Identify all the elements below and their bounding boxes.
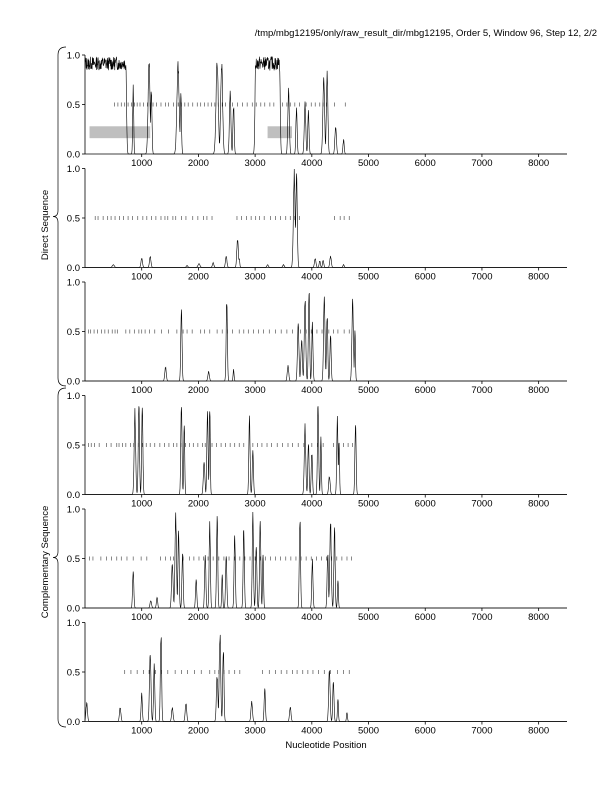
x-tick-label: 2000 <box>187 725 209 737</box>
x-tick-label: 7000 <box>471 158 493 169</box>
x-axis-label: Nucleotide Position <box>285 740 367 751</box>
y-tick-label: 1.0 <box>66 164 80 175</box>
x-tick-label: 7000 <box>471 612 493 623</box>
y-tick-label: 0.5 <box>66 440 80 452</box>
y-tick-label: 0.5 <box>66 213 80 225</box>
x-tick-label: 3000 <box>244 612 266 623</box>
x-tick-label: 2000 <box>187 612 209 623</box>
x-tick-label: 4000 <box>301 725 323 737</box>
signal-line <box>85 293 567 381</box>
y-tick-label: 0.5 <box>66 327 80 338</box>
x-tick-label: 6000 <box>414 158 436 169</box>
y-tick-label: 0.5 <box>66 667 80 679</box>
x-tick-label: 4000 <box>301 498 323 510</box>
signal-line <box>85 512 567 608</box>
x-tick-label: 5000 <box>357 158 380 169</box>
x-tick-label: 4000 <box>301 612 323 623</box>
x-tick-label: 7000 <box>471 385 493 396</box>
x-tick-label: 7000 <box>471 498 493 510</box>
x-tick-label: 4000 <box>301 158 323 169</box>
panel-6 <box>67 618 567 737</box>
x-tick-label: 1000 <box>131 158 153 169</box>
x-tick-label: 2000 <box>187 158 209 169</box>
y-tick-label: 1.0 <box>66 391 80 402</box>
x-tick-label: 6000 <box>414 271 436 283</box>
signal-line <box>85 169 567 268</box>
x-tick-label: 3000 <box>244 385 266 396</box>
x-tick-label: 3000 <box>244 271 266 283</box>
x-tick-label: 1000 <box>131 498 153 510</box>
x-tick-label: 2000 <box>187 385 209 396</box>
x-tick-label: 8000 <box>528 385 550 396</box>
x-tick-label: 8000 <box>528 612 550 623</box>
complementary-bracket <box>53 388 66 727</box>
direct-sequence-label: Direct Sequence <box>40 189 51 261</box>
x-tick-label: 3000 <box>244 498 266 510</box>
y-tick-label: 1.0 <box>66 504 80 516</box>
y-tick-label: 1.0 <box>66 277 80 289</box>
complementary-sequence-label: Complementary Sequence <box>40 505 51 619</box>
x-tick-label: 3000 <box>244 158 266 169</box>
x-tick-label: 5000 <box>357 271 380 283</box>
panel-1 <box>67 51 567 170</box>
x-tick-label: 2000 <box>187 271 209 283</box>
x-tick-label: 2000 <box>187 498 209 510</box>
y-tick-label: 1.0 <box>66 618 80 629</box>
x-tick-label: 8000 <box>528 725 550 737</box>
x-tick-label: 8000 <box>528 158 550 169</box>
x-tick-label: 7000 <box>471 271 493 283</box>
signal-line <box>85 57 567 154</box>
x-tick-label: 1000 <box>131 385 153 396</box>
x-tick-label: 8000 <box>528 271 550 283</box>
x-tick-label: 7000 <box>471 725 493 737</box>
direct-bracket <box>53 47 66 386</box>
x-tick-label: 5000 <box>357 725 380 737</box>
panel-4 <box>67 391 567 510</box>
y-tick-label: 0.5 <box>66 554 80 565</box>
y-tick-label: 0.0 <box>66 603 80 615</box>
x-tick-label: 1000 <box>131 612 153 623</box>
y-tick-label: 0.0 <box>66 717 80 728</box>
x-tick-label: 6000 <box>414 385 436 396</box>
y-tick-label: 0.0 <box>66 149 80 161</box>
x-tick-label: 5000 <box>357 612 380 623</box>
y-tick-label: 0.0 <box>66 376 80 388</box>
x-tick-label: 5000 <box>357 498 380 510</box>
x-tick-label: 1000 <box>131 271 153 283</box>
panel-3 <box>67 278 567 397</box>
group-brackets <box>53 47 66 727</box>
x-tick-label: 6000 <box>414 498 436 510</box>
panels-group <box>67 51 567 737</box>
x-tick-label: 5000 <box>357 385 380 396</box>
x-tick-label: 6000 <box>414 725 436 737</box>
band-2 <box>268 126 292 138</box>
panel-2 <box>67 164 567 283</box>
x-tick-label: 8000 <box>528 498 550 510</box>
x-tick-label: 3000 <box>244 725 266 737</box>
signal-line <box>85 635 567 722</box>
x-tick-label: 6000 <box>414 612 436 623</box>
y-tick-label: 1.0 <box>66 50 80 62</box>
signal-line <box>85 406 567 494</box>
x-tick-label: 1000 <box>131 725 153 737</box>
band-1 <box>90 126 151 138</box>
y-tick-label: 0.0 <box>66 490 80 501</box>
x-tick-label: 4000 <box>301 271 323 283</box>
panel-5 <box>67 505 567 624</box>
y-tick-label: 0.0 <box>66 263 80 274</box>
run-info-header: /tmp/mbg12195/only/raw_result_dir/mbg12195, Order 5, Window 96, Step 12, 2/2 <box>254 28 597 39</box>
x-tick-label: 4000 <box>301 385 323 396</box>
y-tick-label: 0.5 <box>66 100 80 111</box>
